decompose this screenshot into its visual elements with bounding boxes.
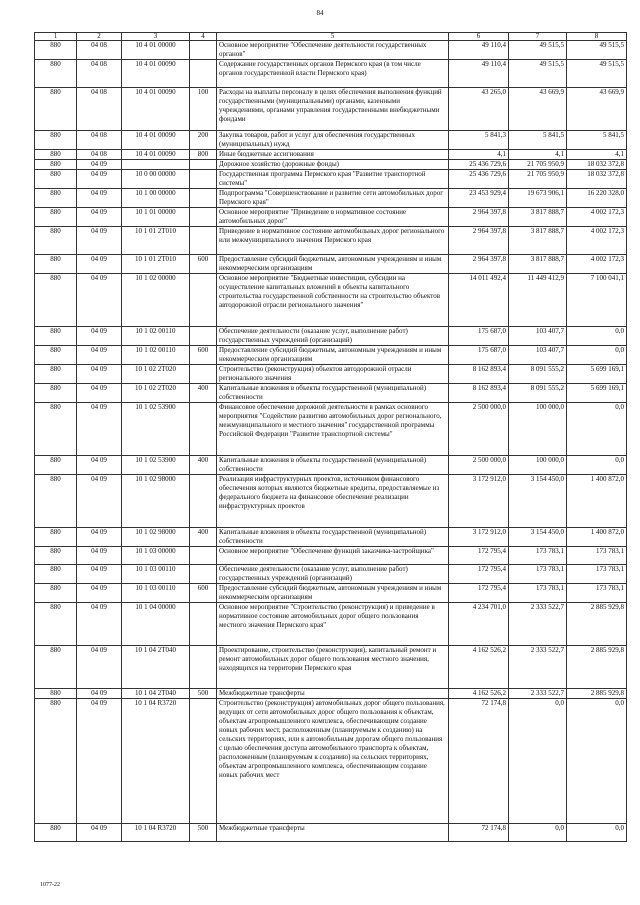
amount-year-1: 172 795,4 [449,584,509,603]
ministry-code: 880 [35,603,77,646]
footer-code: 1077-22 [40,882,60,888]
item-description: Основное мероприятие "Обеспечение деятельности государственных органов" [217,41,449,60]
amount-year-2: 0,0 [509,699,567,824]
expense-type-code [190,60,217,88]
budget-table [34,32,627,842]
column-number: 3 [122,33,190,41]
expense-type-code: 200 [190,131,217,150]
table-row [35,227,627,255]
amount-year-3: 0,0 [567,456,627,475]
target-item-code: 10 1 02 00000 [122,274,190,327]
table-row [35,456,627,475]
section-code: 04 09 [77,208,122,227]
expense-type-code [190,603,217,646]
item-description: Капитальные вложения в объекты государственной (муниципальной) собственности [217,456,449,475]
column-number-row [35,33,627,41]
amount-year-2: 3 154 450,0 [509,475,567,528]
amount-year-3: 18 032 372,8 [567,170,627,189]
item-description: Основное мероприятие "Бюджетные инвестиции, субсидии на осуществление капитальных вложений в объекты капитального строительства государственной собственности на строительство объектов автодорожной отрасли регионального значения" [217,274,449,327]
amount-year-2: 4,1 [509,150,567,160]
amount-year-2: 2 333 522,7 [509,603,567,646]
target-item-code: 10 4 01 00090 [122,131,190,150]
item-description: Строительство (реконструкция) объектов автодорожной отрасли регионального значения [217,365,449,384]
section-code: 04 09 [77,189,122,208]
amount-year-3: 4 002 172,3 [567,208,627,227]
item-description: Иные бюджетные ассигнования [217,150,449,160]
column-number: 1 [35,33,77,41]
expense-type-code: 400 [190,528,217,547]
amount-year-1: 4 162 526,2 [449,689,509,699]
target-item-code: 10 4 01 00090 [122,60,190,88]
amount-year-1: 43 265,0 [449,88,509,131]
ministry-code: 880 [35,475,77,528]
target-item-code: 10 1 03 00110 [122,584,190,603]
section-code: 04 09 [77,365,122,384]
amount-year-3: 0,0 [567,699,627,824]
amount-year-2: 19 673 906,1 [509,189,567,208]
amount-year-3: 2 885 929,8 [567,689,627,699]
ministry-code: 880 [35,403,77,456]
ministry-code: 880 [35,456,77,475]
amount-year-1: 3 172 912,0 [449,528,509,547]
amount-year-1: 2 964 397,8 [449,208,509,227]
target-item-code: 10 1 04 R3720 [122,824,190,842]
expense-type-code: 600 [190,346,217,365]
amount-year-1: 23 453 929,4 [449,189,509,208]
ministry-code: 880 [35,327,77,346]
amount-year-2: 8 091 555,2 [509,365,567,384]
table-row [35,603,627,646]
amount-year-3: 1 400 872,0 [567,528,627,547]
section-code: 04 09 [77,170,122,189]
amount-year-2: 5 841,5 [509,131,567,150]
amount-year-2: 43 669,9 [509,88,567,131]
target-item-code: 10 1 02 53900 [122,456,190,475]
item-description: Строительство (реконструкция) автомобильных дорог общего пользования, ведущих от сети автомобильных дорог общего пользования к объектам, объектам агропромышленного комплекса, обеспечивающим создание новых рабочих мест, расположенным (планируемым к созданию) на сельских территориях, или к автомобильным дорогам общего пользования с целью обеспечения доступа автомобильного транспорта к объектам, расположенным (планируемым к созданию) на сельских территориях, объектам агропромышленного комплекса, обеспечивающим создание новых рабочих мест [217,699,449,824]
expense-type-code: 800 [190,150,217,160]
item-description: Расходы на выплаты персоналу в целях обеспечения выполнения функций государственными (муниципальными) органами, казенными учреждениями, органами управления государственными внебюджетными фондами [217,88,449,131]
item-description: Подпрограмма "Совершенствование и развитие сети автомобильных дорог Пермского края" [217,189,449,208]
amount-year-2: 21 705 950,9 [509,160,567,170]
item-description: Дорожное хозяйство (дорожные фонды) [217,160,449,170]
target-item-code: 10 1 02 00110 [122,327,190,346]
ministry-code: 880 [35,255,77,274]
item-description: Основное мероприятие "Обеспечение функций заказчика-застройщика" [217,547,449,565]
expense-type-code [190,327,217,346]
amount-year-3: 18 032 372,8 [567,160,627,170]
target-item-code: 10 1 04 2Т040 [122,646,190,689]
amount-year-3: 4,1 [567,150,627,160]
target-item-code: 10 1 04 00000 [122,603,190,646]
column-number: 8 [567,33,627,41]
item-description: Закупка товаров, работ и услуг для обеспечения государственных (муниципальных) нужд [217,131,449,150]
expense-type-code [190,41,217,60]
table-row [35,346,627,365]
section-code: 04 09 [77,274,122,327]
expense-type-code [190,208,217,227]
section-code: 04 08 [77,60,122,88]
target-item-code: 10 1 00 00000 [122,189,190,208]
column-number: 7 [509,33,567,41]
amount-year-1: 172 795,4 [449,565,509,584]
amount-year-1: 2 500 000,0 [449,403,509,456]
target-item-code: 10 1 01 2Т010 [122,255,190,274]
amount-year-1: 25 436 729,6 [449,160,509,170]
table-row [35,327,627,346]
item-description: Предоставление субсидий бюджетным, автономным учреждениям и иным некоммерческим организациям [217,346,449,365]
expense-type-code [190,547,217,565]
item-description: Финансовое обеспечение дорожной деятельности в рамках основного мероприятия "Содействие развитию автомобильных дорог регионального, межмуниципального и местного значения" государственной программы Российской Федерации "Развитие транспортной системы" [217,403,449,456]
column-number: 5 [217,33,449,41]
expense-type-code: 500 [190,824,217,842]
section-code: 04 09 [77,227,122,255]
ministry-code: 880 [35,346,77,365]
target-item-code [122,160,190,170]
amount-year-1: 72 174,8 [449,824,509,842]
ministry-code: 880 [35,189,77,208]
target-item-code: 10 1 02 98000 [122,475,190,528]
expense-type-code: 600 [190,584,217,603]
amount-year-1: 4 234 701,0 [449,603,509,646]
expense-type-code: 100 [190,88,217,131]
section-code: 04 08 [77,88,122,131]
table-row [35,403,627,456]
amount-year-2: 3 817 888,7 [509,255,567,274]
amount-year-2: 103 407,7 [509,327,567,346]
amount-year-1: 25 436 729,6 [449,170,509,189]
ministry-code: 880 [35,88,77,131]
amount-year-1: 49 110,4 [449,60,509,88]
amount-year-1: 2 964 397,8 [449,227,509,255]
amount-year-2: 103 407,7 [509,346,567,365]
column-number: 2 [77,33,122,41]
amount-year-1: 4,1 [449,150,509,160]
amount-year-3: 0,0 [567,346,627,365]
amount-year-2: 49 515,5 [509,41,567,60]
amount-year-3: 7 100 041,1 [567,274,627,327]
expense-type-code: 600 [190,255,217,274]
amount-year-2: 49 515,5 [509,60,567,88]
item-description: Основное мероприятие "Приведение в нормативное состояние автомобильных дорог" [217,208,449,227]
expense-type-code: 400 [190,456,217,475]
target-item-code: 10 1 01 00000 [122,208,190,227]
table-row [35,584,627,603]
item-description: Межбюджетные трансферты [217,824,449,842]
amount-year-1: 175 687,0 [449,327,509,346]
section-code: 04 09 [77,255,122,274]
ministry-code: 880 [35,208,77,227]
ministry-code: 880 [35,365,77,384]
target-item-code: 10 4 01 00090 [122,150,190,160]
table-row [35,547,627,565]
amount-year-1: 8 162 893,4 [449,384,509,403]
ministry-code: 880 [35,170,77,189]
column-number: 6 [449,33,509,41]
ministry-code: 880 [35,41,77,60]
amount-year-2: 11 449 412,9 [509,274,567,327]
ministry-code: 880 [35,689,77,699]
amount-year-2: 2 333 522,7 [509,646,567,689]
section-code: 04 09 [77,384,122,403]
item-description: Обеспечение деятельности (оказание услуг, выполнение работ) государственных учреждений (организаций) [217,327,449,346]
amount-year-2: 173 783,1 [509,584,567,603]
item-description: Предоставление субсидий бюджетным, автономным учреждениям и иным некоммерческим организациям [217,255,449,274]
ministry-code: 880 [35,160,77,170]
ministry-code: 880 [35,384,77,403]
ministry-code: 880 [35,131,77,150]
ministry-code: 880 [35,274,77,327]
table-row [35,689,627,699]
amount-year-1: 49 110,4 [449,41,509,60]
section-code: 04 09 [77,160,122,170]
expense-type-code [190,227,217,255]
amount-year-2: 173 783,1 [509,547,567,565]
table-row [35,255,627,274]
amount-year-1: 3 172 912,0 [449,475,509,528]
ministry-code: 880 [35,824,77,842]
target-item-code: 10 1 01 2Т010 [122,227,190,255]
amount-year-1: 8 162 893,4 [449,365,509,384]
expense-type-code [190,475,217,528]
table-row [35,170,627,189]
target-item-code: 10 1 03 00110 [122,565,190,584]
expense-type-code [190,699,217,824]
amount-year-2: 0,0 [509,824,567,842]
amount-year-2: 21 705 950,9 [509,170,567,189]
section-code: 04 09 [77,584,122,603]
expense-type-code [190,403,217,456]
table-row [35,824,627,842]
table-row [35,60,627,88]
section-code: 04 09 [77,565,122,584]
item-description: Реализация инфраструктурных проектов, источником финансового обеспечения которых являются бюджетные кредиты, предоставляемые из федерального бюджета на финансовое обеспечение реализации инфраструктурных проектов [217,475,449,528]
amount-year-2: 2 333 522,7 [509,689,567,699]
section-code: 04 09 [77,528,122,547]
target-item-code: 10 1 02 98000 [122,528,190,547]
ministry-code: 880 [35,528,77,547]
ministry-code: 880 [35,565,77,584]
table-row [35,646,627,689]
amount-year-1: 2 500 000,0 [449,456,509,475]
item-description: Капитальные вложения в объекты государственной (муниципальной) собственности [217,528,449,547]
amount-year-3: 43 669,9 [567,88,627,131]
amount-year-1: 4 162 526,2 [449,646,509,689]
section-code: 04 09 [77,403,122,456]
amount-year-2: 3 817 888,7 [509,227,567,255]
target-item-code: 10 1 02 00110 [122,346,190,365]
amount-year-2: 3 817 888,7 [509,208,567,227]
amount-year-3: 49 515,5 [567,41,627,60]
amount-year-1: 175 687,0 [449,346,509,365]
section-code: 04 09 [77,824,122,842]
item-description: Предоставление субсидий бюджетным, автономным учреждениям и иным некоммерческим организациям [217,584,449,603]
ministry-code: 880 [35,547,77,565]
ministry-code: 880 [35,227,77,255]
table-row [35,208,627,227]
column-number: 4 [190,33,217,41]
section-code: 04 09 [77,699,122,824]
expense-type-code [190,646,217,689]
amount-year-1: 5 841,3 [449,131,509,150]
item-description: Межбюджетные трансферты [217,689,449,699]
amount-year-3: 0,0 [567,327,627,346]
expense-type-code [190,274,217,327]
target-item-code: 10 1 04 R3720 [122,699,190,824]
section-code: 04 09 [77,547,122,565]
expense-type-code [190,365,217,384]
amount-year-3: 5 699 169,1 [567,365,627,384]
section-code: 04 08 [77,150,122,160]
item-description: Проектирование, строительство (реконструкция), капитальный ремонт и ремонт автомобильных дорог общего пользования местного значения, находящихся на территории Пермского края [217,646,449,689]
amount-year-3: 2 885 929,8 [567,646,627,689]
amount-year-2: 100 000,0 [509,403,567,456]
target-item-code: 10 1 03 00000 [122,547,190,565]
target-item-code: 10 4 01 00000 [122,41,190,60]
item-description: Обеспечение деятельности (оказание услуг, выполнение работ) государственных учреждений (организаций) [217,565,449,584]
ministry-code: 880 [35,150,77,160]
expense-type-code [190,189,217,208]
table-row [35,41,627,60]
amount-year-3: 0,0 [567,403,627,456]
amount-year-3: 5 699 169,1 [567,384,627,403]
item-description: Содержание государственных органов Пермского края (в том числе органов государственной власти Пермского края) [217,60,449,88]
amount-year-3: 0,0 [567,824,627,842]
ministry-code: 880 [35,584,77,603]
section-code: 04 09 [77,346,122,365]
table-row [35,131,627,150]
section-code: 04 09 [77,689,122,699]
amount-year-3: 1 400 872,0 [567,475,627,528]
table-row [35,528,627,547]
table-row [35,274,627,327]
item-description: Приведение в нормативное состояние автомобильных дорог регионального или межмуниципального значения Пермского края [217,227,449,255]
item-description: Государственная программа Пермского края "Развитие транспортной системы" [217,170,449,189]
table-row [35,160,627,170]
amount-year-3: 49 515,5 [567,60,627,88]
section-code: 04 09 [77,646,122,689]
section-code: 04 09 [77,456,122,475]
table-row [35,699,627,824]
amount-year-3: 4 002 172,3 [567,255,627,274]
section-code: 04 09 [77,603,122,646]
amount-year-3: 16 220 328,0 [567,189,627,208]
target-item-code: 10 1 02 53900 [122,403,190,456]
amount-year-3: 173 783,1 [567,584,627,603]
target-item-code: 10 1 02 2Т020 [122,365,190,384]
amount-year-3: 4 002 172,3 [567,227,627,255]
expense-type-code [190,565,217,584]
table-row [35,565,627,584]
expense-type-code: 500 [190,689,217,699]
item-description: Капитальные вложения в объекты государственной (муниципальной) собственности [217,384,449,403]
table-row [35,189,627,208]
amount-year-3: 5 841,5 [567,131,627,150]
expense-type-code: 400 [190,384,217,403]
amount-year-2: 8 091 555,2 [509,384,567,403]
section-code: 04 08 [77,41,122,60]
amount-year-1: 172 795,4 [449,547,509,565]
amount-year-2: 3 154 450,0 [509,528,567,547]
ministry-code: 880 [35,60,77,88]
expense-type-code [190,160,217,170]
section-code: 04 09 [77,475,122,528]
amount-year-2: 173 783,1 [509,565,567,584]
amount-year-1: 14 011 492,4 [449,274,509,327]
section-code: 04 09 [77,327,122,346]
ministry-code: 880 [35,646,77,689]
amount-year-1: 2 964 397,8 [449,255,509,274]
page-number: 84 [316,9,324,17]
item-description: Основное мероприятие "Строительство (реконструкция) и приведение в нормативное состояние автомобильных дорог общего пользования местного значения Пермского края" [217,603,449,646]
table-row [35,365,627,384]
target-item-code: 10 1 02 2Т020 [122,384,190,403]
amount-year-3: 173 783,1 [567,547,627,565]
amount-year-3: 2 885 929,8 [567,603,627,646]
ministry-code: 880 [35,699,77,824]
target-item-code: 10 4 01 00090 [122,88,190,131]
table-row [35,475,627,528]
expense-type-code [190,170,217,189]
table-row [35,384,627,403]
amount-year-1: 72 174,8 [449,699,509,824]
amount-year-3: 173 783,1 [567,565,627,584]
target-item-code: 10 1 04 2Т040 [122,689,190,699]
table-row [35,150,627,160]
table-row [35,88,627,131]
amount-year-2: 100 000,0 [509,456,567,475]
section-code: 04 08 [77,131,122,150]
target-item-code: 10 0 00 00000 [122,170,190,189]
